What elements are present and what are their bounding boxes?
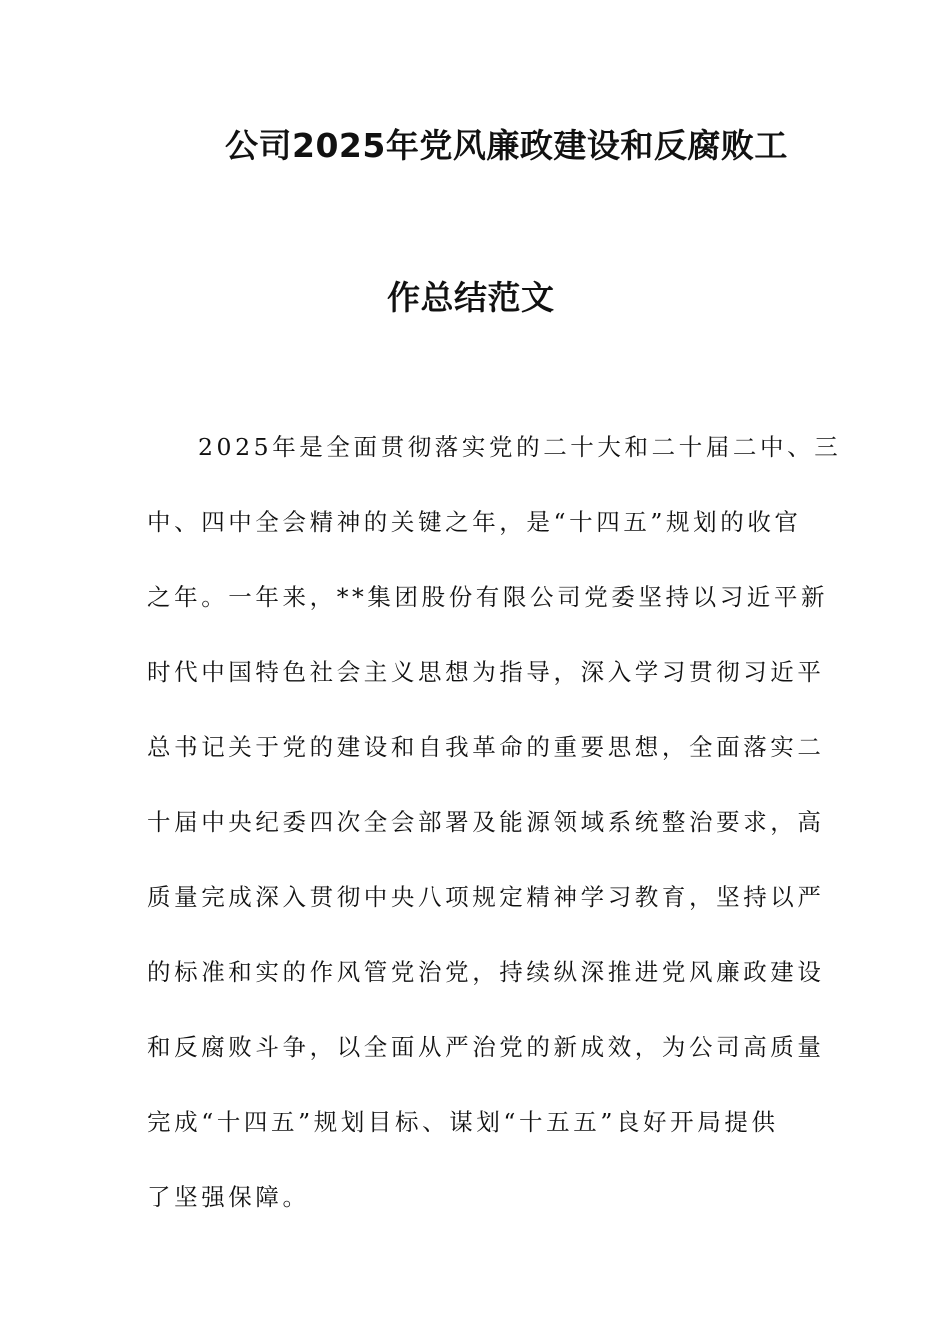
paragraph-line-3: 之年。一年来，**集团股份有限公司党委坚持以习近平新 [147,583,829,611]
paragraph-line-9: 和反腐败斗争，以全面从严治党的新成效，为公司高质量 [147,1033,825,1061]
paragraph-line-8: 的标准和实的作风管党治党，持续纵深推进党风廉政建设 [147,958,825,986]
paragraph-line-10: 完成“十四五”规划目标、谋划“十五五”良好开局提供 [147,1108,779,1136]
paragraph-line-4: 时代中国特色社会主义思想为指导，深入学习贯彻习近平 [147,658,825,686]
paragraph-line-7: 质量完成深入贯彻中央八项规定精神学习教育，坚持以严 [147,883,825,911]
paragraph-line-1: 2025年是全面贯彻落实党的二十大和二十届二中、三 [198,433,842,461]
paragraph-line-6: 十届中央纪委四次全会部署及能源领域系统整治要求，高 [147,808,825,836]
paragraph-line-2: 中、四中全会精神的关键之年，是“十四五”规划的收官 [147,508,802,536]
paragraph-line-11: 了坚强保障。 [147,1183,310,1211]
document-title-line-1: 公司2025年党风廉政建设和反腐败工 [225,126,788,165]
document-title-line-2: 作总结范文 [387,278,555,317]
paragraph-line-5: 总书记关于党的建设和自我革命的重要思想，全面落实二 [147,733,825,761]
